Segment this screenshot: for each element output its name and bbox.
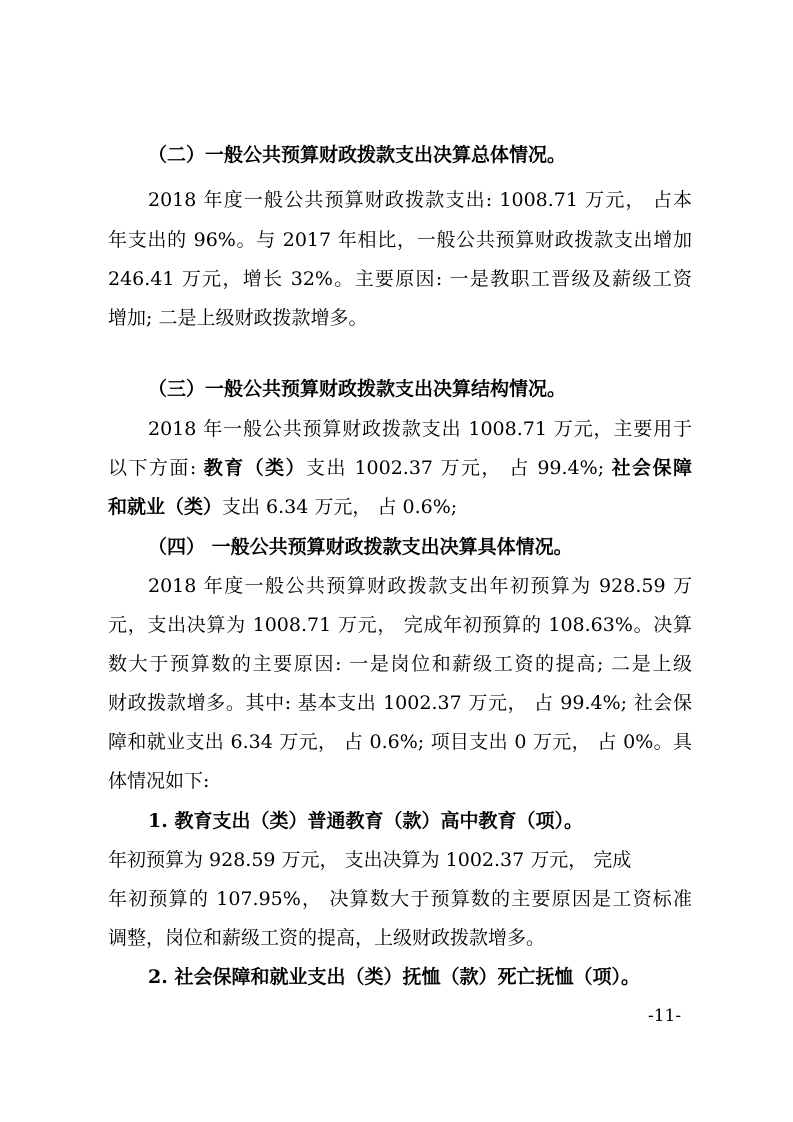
section-2-line-4: 增加; 二是上级财政拨款增多。	[108, 307, 368, 329]
section-4-heading: （四） 一般公共预算财政拨款支出决算具体情况。	[148, 536, 573, 558]
section-4-line-3: 数大于预算数的主要原因: 一是岗位和薪级工资的提高; 二是上级	[108, 653, 692, 675]
section-4-line-6: 体情况如下:	[108, 770, 210, 792]
section-3-line-2-text-c: 支出 1002.37 万元， 占 99.4%;	[306, 457, 612, 479]
section-3-line-2	[108, 453, 692, 483]
section-3-line-2-text-a: 以下方面:	[108, 457, 204, 479]
section-2-line-3: 246.41 万元，增长 32%。主要原因: 一是教职工晋级及薪级工资	[108, 268, 692, 290]
item-1-line-1: 年初预算为 928.59 万元， 支出决算为 1002.37 万元， 完成	[108, 849, 632, 871]
section-3-line-3	[108, 492, 692, 522]
section-4-line-4: 财政拨款增多。其中: 基本支出 1002.37 万元， 占 99.4%; 社会保	[108, 692, 692, 714]
section-3-line-1: 2018 年一般公共预算财政拨款支出 1008.71 万元，主要用于	[148, 418, 692, 440]
page-number: -11-	[648, 1006, 682, 1026]
item-1-line-3: 调整，岗位和薪级工资的提高，上级财政拨款增多。	[108, 927, 546, 949]
item-1-line-2: 年初预算的 107.95%， 决算数大于预算数的主要原因是工资标准	[108, 888, 692, 910]
section-3-heading: （三）一般公共预算财政拨款支出决算结构情况。	[148, 378, 567, 400]
social-security-label: 社会保障	[611, 457, 692, 479]
section-2-heading: （二）一般公共预算财政拨款支出决算总体情况。	[148, 144, 567, 166]
section-4-line-2: 元，支出决算为 1008.71 万元， 完成年初预算的 108.63%。决算	[108, 614, 692, 636]
section-2-line-1: 2018 年度一般公共预算财政拨款支出: 1008.71 万元， 占本	[148, 189, 692, 211]
section-2-line-2: 年支出的 96%。与 2017 年相比，一般公共预算财政拨款支出增加	[108, 229, 692, 251]
employment-category-label: 和就业（类）	[108, 496, 223, 518]
section-4-line-5: 障和就业支出 6.34 万元， 占 0.6%; 项目支出 0 万元， 占 0%。具	[108, 731, 692, 753]
section-3-line-3-text-b: 支出 6.34 万元， 占 0.6%;	[222, 496, 458, 518]
item-2-heading: 2. 社会保障和就业支出（类）抚恤（款）死亡抚恤（项）。	[148, 966, 640, 988]
item-1-heading: 1. 教育支出（类）普通教育（款）高中教育（项）。	[148, 810, 583, 832]
section-4-line-1: 2018 年度一般公共预算财政拨款支出年初预算为 928.59 万	[148, 575, 692, 597]
education-category-label: 教育（类）	[203, 457, 307, 479]
